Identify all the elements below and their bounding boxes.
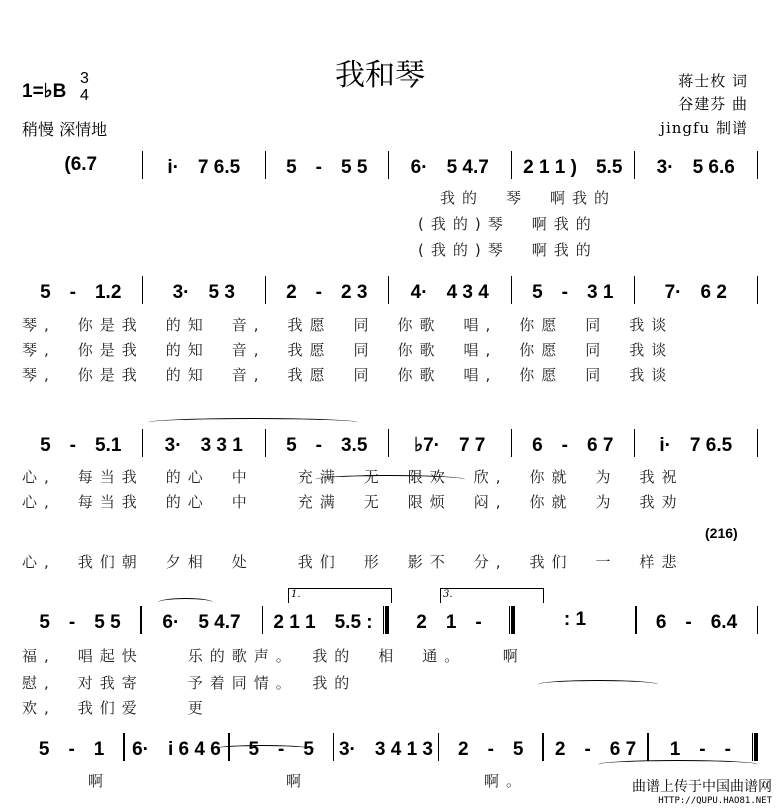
- slur: [158, 598, 213, 607]
- measure: 2 1 1 5.5 :: [273, 611, 373, 633]
- staff-line: [20, 430, 758, 456]
- meter-top: 3: [80, 70, 89, 87]
- measure: ♭7· 7 7: [414, 434, 486, 456]
- lyric-line: 福, 唱起快 乐的歌声。 我的 相 通。 啊: [22, 647, 525, 665]
- measure: 5 - 5 5: [39, 611, 121, 633]
- lyric-line: 琴, 你是我 的知 音, 我愿 同 你歌 唱, 你愿 同 我谈: [22, 341, 674, 359]
- measure: : 1: [563, 609, 587, 630]
- measure: 5 - 5.1: [40, 434, 122, 456]
- measure: (6.7: [64, 154, 98, 175]
- measure: 6 - 6.4: [655, 611, 738, 633]
- measure: 5 - 3.5: [286, 434, 368, 456]
- measure: 1 - -: [669, 738, 731, 760]
- slur: [315, 475, 465, 484]
- footer-site: 曲谱上传于中国曲谱网: [632, 779, 772, 795]
- measure: 5 - 1.2: [40, 281, 122, 303]
- slur: [538, 680, 658, 689]
- staff-line: [20, 152, 758, 178]
- measure: 3· 5 3: [172, 281, 235, 303]
- measure: 5 - 3 1: [532, 281, 614, 303]
- lyric-line: 心, 每当我 的心 中 充满 无 限欢 欣, 你就 为 我祝: [22, 468, 684, 486]
- lyric-line: 心, 每当我 的心 中 充满 无 限烦 闷, 你就 为 我劝: [22, 493, 684, 511]
- slur: [598, 760, 758, 769]
- tempo-marking: 稍慢 深情地: [22, 120, 108, 139]
- measure: 2 1 1 ) 5.5: [523, 156, 623, 178]
- bar-line: [757, 276, 759, 304]
- measure: i· 7 6.5: [659, 434, 733, 456]
- measure: 5 - 5: [248, 738, 314, 760]
- key-signature: 1=♭B: [22, 81, 67, 102]
- arranger: jingfu 制谱: [660, 119, 748, 137]
- measure: 2 - 2 3: [286, 281, 368, 303]
- measure: 6· i 6 4 6: [132, 738, 221, 760]
- footer-url: HTTP://QUPU.HAO81.NET: [658, 796, 772, 806]
- composer: 谷建芬 曲: [678, 95, 748, 113]
- measure: 3· 3 4 1 3: [338, 738, 433, 760]
- measure: 6· 5 4.7: [410, 156, 489, 178]
- staff-line: [20, 607, 758, 633]
- measure: 2 1 -: [416, 611, 482, 633]
- volta-bracket: 3.: [440, 588, 544, 603]
- measure: 4· 4 3 4: [410, 281, 489, 303]
- bar-line: [757, 151, 759, 179]
- staff-line: [20, 277, 758, 303]
- measure: 2 - 5: [458, 738, 524, 760]
- lyricist: 蒋士枚 词: [678, 72, 748, 90]
- measure: 6 - 6 7: [532, 434, 614, 456]
- bar-line: [757, 606, 759, 634]
- meter-bottom: 4: [80, 87, 89, 104]
- measure: 5 - 1: [38, 738, 105, 760]
- lyric-line: (我的)琴 啊我的: [22, 241, 598, 259]
- song-title: 我和琴: [335, 58, 425, 93]
- staff-line: [20, 734, 758, 760]
- measure: 3· 5 6.6: [656, 156, 735, 178]
- measure: 6· 5 4.7: [162, 611, 241, 633]
- lyric-line: 琴, 你是我 的知 音, 我愿 同 你歌 唱, 你愿 同 我谈: [22, 366, 674, 384]
- lyric-line: 心, 我们朝 夕相 处 我们 形 影不 分, 我们 一 样悲: [22, 553, 684, 571]
- lyric-line: 啊 啊 啊。: [22, 772, 529, 790]
- bar-line: [752, 733, 758, 761]
- lyric-line: (我的)琴 啊我的: [22, 215, 598, 233]
- measure: i· 7 6.5: [167, 156, 241, 178]
- lyric-line: 欢, 我们爱 更: [22, 699, 210, 717]
- bar-line: [757, 429, 759, 457]
- ornament: (216): [705, 525, 738, 541]
- time-signature: [80, 70, 89, 104]
- lyric-line: 慰, 对我寄 予着同情。 我的: [22, 674, 357, 692]
- volta-bracket: 1.: [288, 588, 392, 603]
- lyric-line: 琴, 你是我 的知 音, 我愿 同 你歌 唱, 你愿 同 我谈: [22, 316, 674, 334]
- slur: [210, 745, 315, 754]
- measure: 2 - 6 7: [554, 738, 637, 760]
- measure: 3· 3 3 1: [164, 434, 243, 456]
- measure: 7· 6 2: [664, 281, 727, 303]
- slur: [148, 418, 358, 427]
- measure: 5 - 5 5: [286, 156, 368, 178]
- lyric-line: 我的 琴 啊我的: [22, 189, 617, 207]
